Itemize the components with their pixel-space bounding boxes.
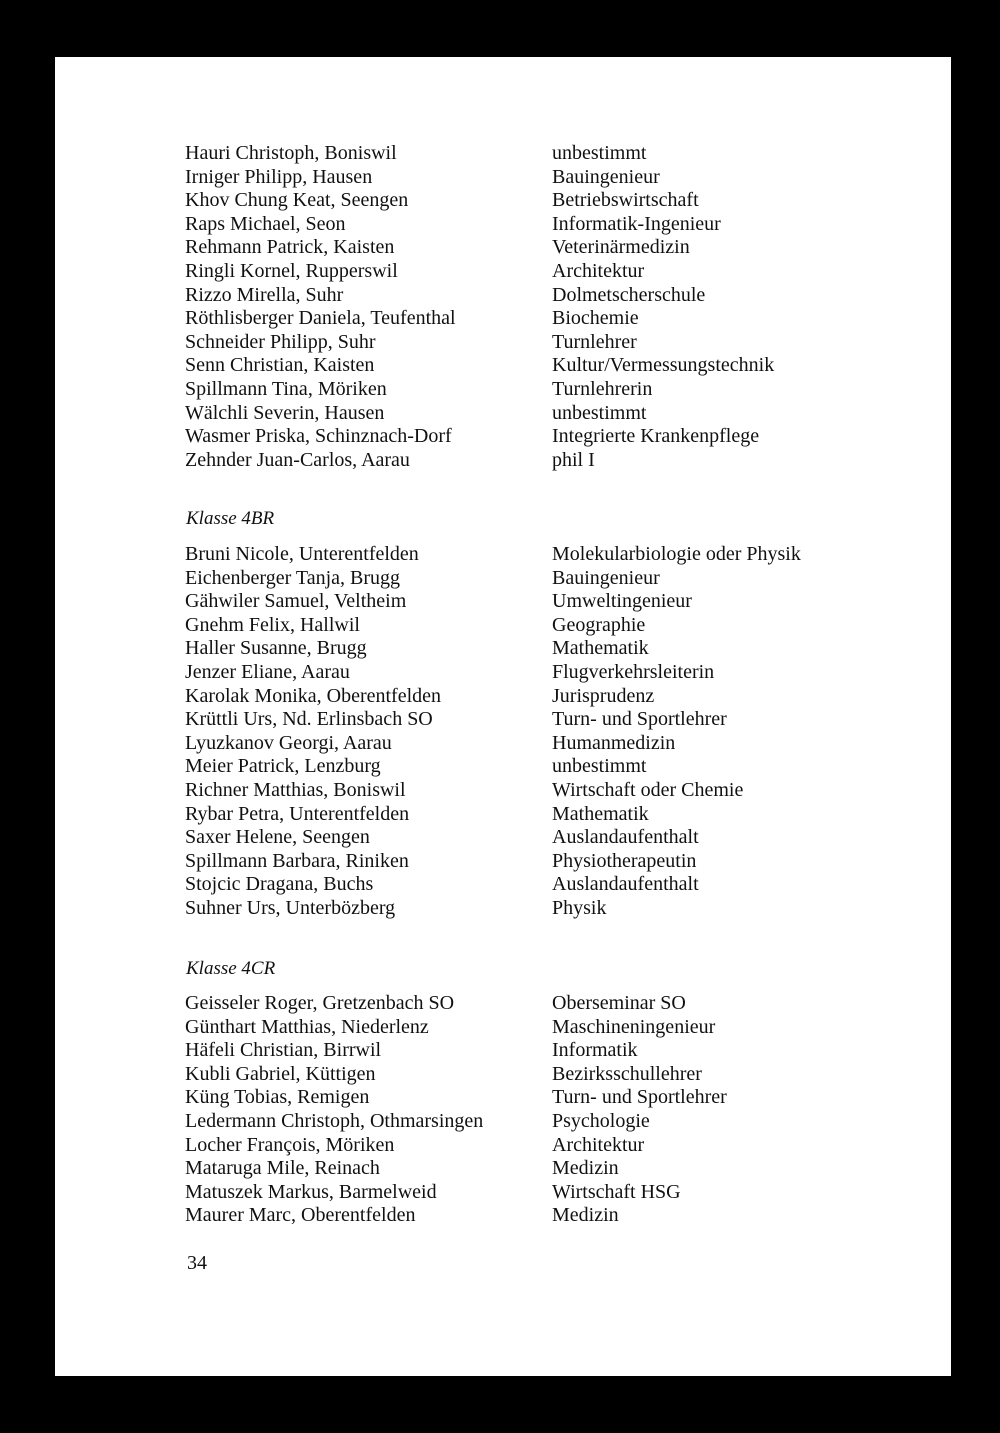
list-item [55, 708, 951, 732]
student-name: Schneider Philipp, Suhr [185, 330, 376, 353]
study-plan: Auslandaufenthalt [552, 873, 699, 896]
student-name: Stojcic Dragana, Buchs [185, 873, 374, 896]
student-name: Küng Tobias, Remigen [185, 1086, 370, 1109]
list-item [55, 992, 951, 1016]
student-name: Spillmann Barbara, Riniken [185, 849, 409, 872]
study-plan: Physik [552, 896, 607, 919]
list-item [55, 661, 951, 685]
list-item [55, 307, 951, 331]
student-name: Irniger Philipp, Hausen [185, 165, 373, 188]
study-plan: Turnlehrer [552, 330, 637, 353]
list-item [55, 614, 951, 638]
study-plan: Medizin [552, 1204, 619, 1227]
study-plan: Biochemie [552, 307, 639, 330]
study-plan: Informatik-Ingenieur [552, 212, 721, 235]
student-name: Röthlisberger Daniela, Teufenthal [185, 307, 456, 330]
list-item [55, 189, 951, 213]
study-plan: Turn- und Sportlehrer [552, 708, 727, 731]
study-plan: Veterinärmedizin [552, 236, 690, 259]
study-plan: Molekularbiologie oder Physik [552, 543, 801, 565]
student-name: Wasmer Priska, Schinznach-Dorf [185, 425, 452, 448]
list-item [55, 897, 951, 921]
page-number: 34 [187, 1252, 207, 1274]
study-plan: Bauingenieur [552, 566, 660, 589]
list-item [55, 236, 951, 260]
student-name: Gnehm Felix, Hallwil [185, 613, 360, 636]
student-name: Jenzer Eliane, Aarau [185, 660, 350, 683]
list-item [55, 331, 951, 355]
study-plan: unbestimmt [552, 755, 647, 778]
study-plan: Medizin [552, 1157, 619, 1180]
list-item [55, 803, 951, 827]
study-plan: Turn- und Sportlehrer [552, 1086, 727, 1109]
list-item [55, 402, 951, 426]
list-item [55, 1110, 951, 1134]
list-item [55, 1039, 951, 1063]
student-name: Mataruga Mile, Reinach [185, 1157, 380, 1180]
study-plan: Jurisprudenz [552, 684, 655, 707]
list-item [55, 1181, 951, 1205]
list-item [55, 1204, 951, 1228]
student-name: Häfeli Christian, Birrwil [185, 1039, 382, 1062]
student-name: Lyuzkanov Georgi, Aarau [185, 731, 392, 754]
student-name: Rehmann Patrick, Kaisten [185, 236, 395, 259]
class-heading-4cr: Klasse 4CR [186, 958, 276, 979]
list-item [55, 142, 951, 166]
list-item [55, 685, 951, 709]
list-item [55, 1063, 951, 1087]
study-plan: Umweltingenieur [552, 590, 692, 613]
list-item [55, 873, 951, 897]
class-heading-4br: Klasse 4BR [186, 508, 275, 529]
list-item [55, 1016, 951, 1040]
student-name: Richner Matthias, Boniswil [185, 778, 406, 801]
list-item [55, 590, 951, 614]
study-plan: Bauingenieur [552, 165, 660, 188]
student-name: Gähwiler Samuel, Veltheim [185, 590, 407, 613]
study-plan: phil I [552, 448, 595, 471]
student-list-continued [55, 142, 951, 472]
study-plan: Maschineningenieur [552, 1015, 716, 1038]
study-plan: Flugverkehrsleiterin [552, 660, 715, 683]
student-name: Wälchli Severin, Hausen [185, 401, 385, 424]
study-plan: Psychologie [552, 1109, 650, 1132]
student-name: Günthart Matthias, Niederlenz [185, 1015, 429, 1038]
student-name: Zehnder Juan-Carlos, Aarau [185, 448, 410, 471]
student-name: Karolak Monika, Oberentfelden [185, 684, 442, 707]
study-plan: Informatik [552, 1039, 638, 1062]
student-name: Bruni Nicole, Unterentfelden [185, 543, 419, 565]
student-name: Suhner Urs, Unterbözberg [185, 896, 396, 919]
student-name: Locher François, Möriken [185, 1133, 395, 1156]
study-plan: Wirtschaft oder Chemie [552, 778, 744, 801]
student-name: Ringli Kornel, Rupperswil [185, 259, 398, 282]
list-item [55, 1086, 951, 1110]
student-name: Hauri Christoph, Boniswil [185, 142, 397, 164]
student-name: Haller Susanne, Brugg [185, 637, 367, 660]
list-item [55, 732, 951, 756]
study-plan: Geographie [552, 613, 646, 636]
list-item [55, 425, 951, 449]
study-plan: Architektur [552, 259, 645, 282]
student-name: Ledermann Christoph, Othmarsingen [185, 1109, 484, 1132]
student-list-4cr [55, 992, 951, 1228]
list-item [55, 755, 951, 779]
study-plan: unbestimmt [552, 142, 647, 164]
study-plan: Mathematik [552, 637, 649, 660]
list-item [55, 354, 951, 378]
list-item [55, 166, 951, 190]
study-plan: Bezirksschullehrer [552, 1062, 702, 1085]
study-plan: Dolmetscherschule [552, 283, 706, 306]
student-name: Saxer Helene, Seengen [185, 826, 370, 849]
student-name: Kubli Gabriel, Küttigen [185, 1062, 376, 1085]
list-item [55, 260, 951, 284]
study-plan: Kultur/Vermessungstechnik [552, 354, 775, 377]
student-name: Raps Michael, Seon [185, 212, 346, 235]
list-item [55, 284, 951, 308]
student-name: Senn Christian, Kaisten [185, 354, 375, 377]
list-item [55, 567, 951, 591]
study-plan: Humanmedizin [552, 731, 676, 754]
study-plan: Integrierte Krankenpflege [552, 425, 760, 448]
document-page [55, 57, 951, 1376]
list-item [55, 543, 951, 567]
student-name: Maurer Marc, Oberentfelden [185, 1204, 416, 1227]
list-item [55, 1134, 951, 1158]
study-plan: Auslandaufenthalt [552, 826, 699, 849]
student-list-4br [55, 543, 951, 921]
study-plan: Turnlehrerin [552, 377, 653, 400]
student-name: Khov Chung Keat, Seengen [185, 189, 409, 212]
study-plan: Mathematik [552, 802, 649, 825]
student-name: Eichenberger Tanja, Brugg [185, 566, 401, 589]
student-name: Rizzo Mirella, Suhr [185, 283, 344, 306]
student-name: Spillmann Tina, Möriken [185, 377, 387, 400]
study-plan: Betriebswirtschaft [552, 189, 699, 212]
student-name: Matuszek Markus, Barmelweid [185, 1180, 437, 1203]
list-item [55, 378, 951, 402]
list-item [55, 637, 951, 661]
study-plan: Architektur [552, 1133, 645, 1156]
study-plan: Physiotherapeutin [552, 849, 697, 872]
list-item [55, 850, 951, 874]
student-name: Meier Patrick, Lenzburg [185, 755, 381, 778]
list-item [55, 213, 951, 237]
study-plan: Wirtschaft HSG [552, 1180, 681, 1203]
student-name: Geisseler Roger, Gretzenbach SO [185, 992, 455, 1014]
list-item [55, 1157, 951, 1181]
list-item [55, 779, 951, 803]
list-item [55, 826, 951, 850]
list-item [55, 449, 951, 473]
student-name: Krüttli Urs, Nd. Erlinsbach SO [185, 708, 433, 731]
study-plan: unbestimmt [552, 401, 647, 424]
student-name: Rybar Petra, Unterentfelden [185, 802, 410, 825]
study-plan: Oberseminar SO [552, 992, 686, 1014]
